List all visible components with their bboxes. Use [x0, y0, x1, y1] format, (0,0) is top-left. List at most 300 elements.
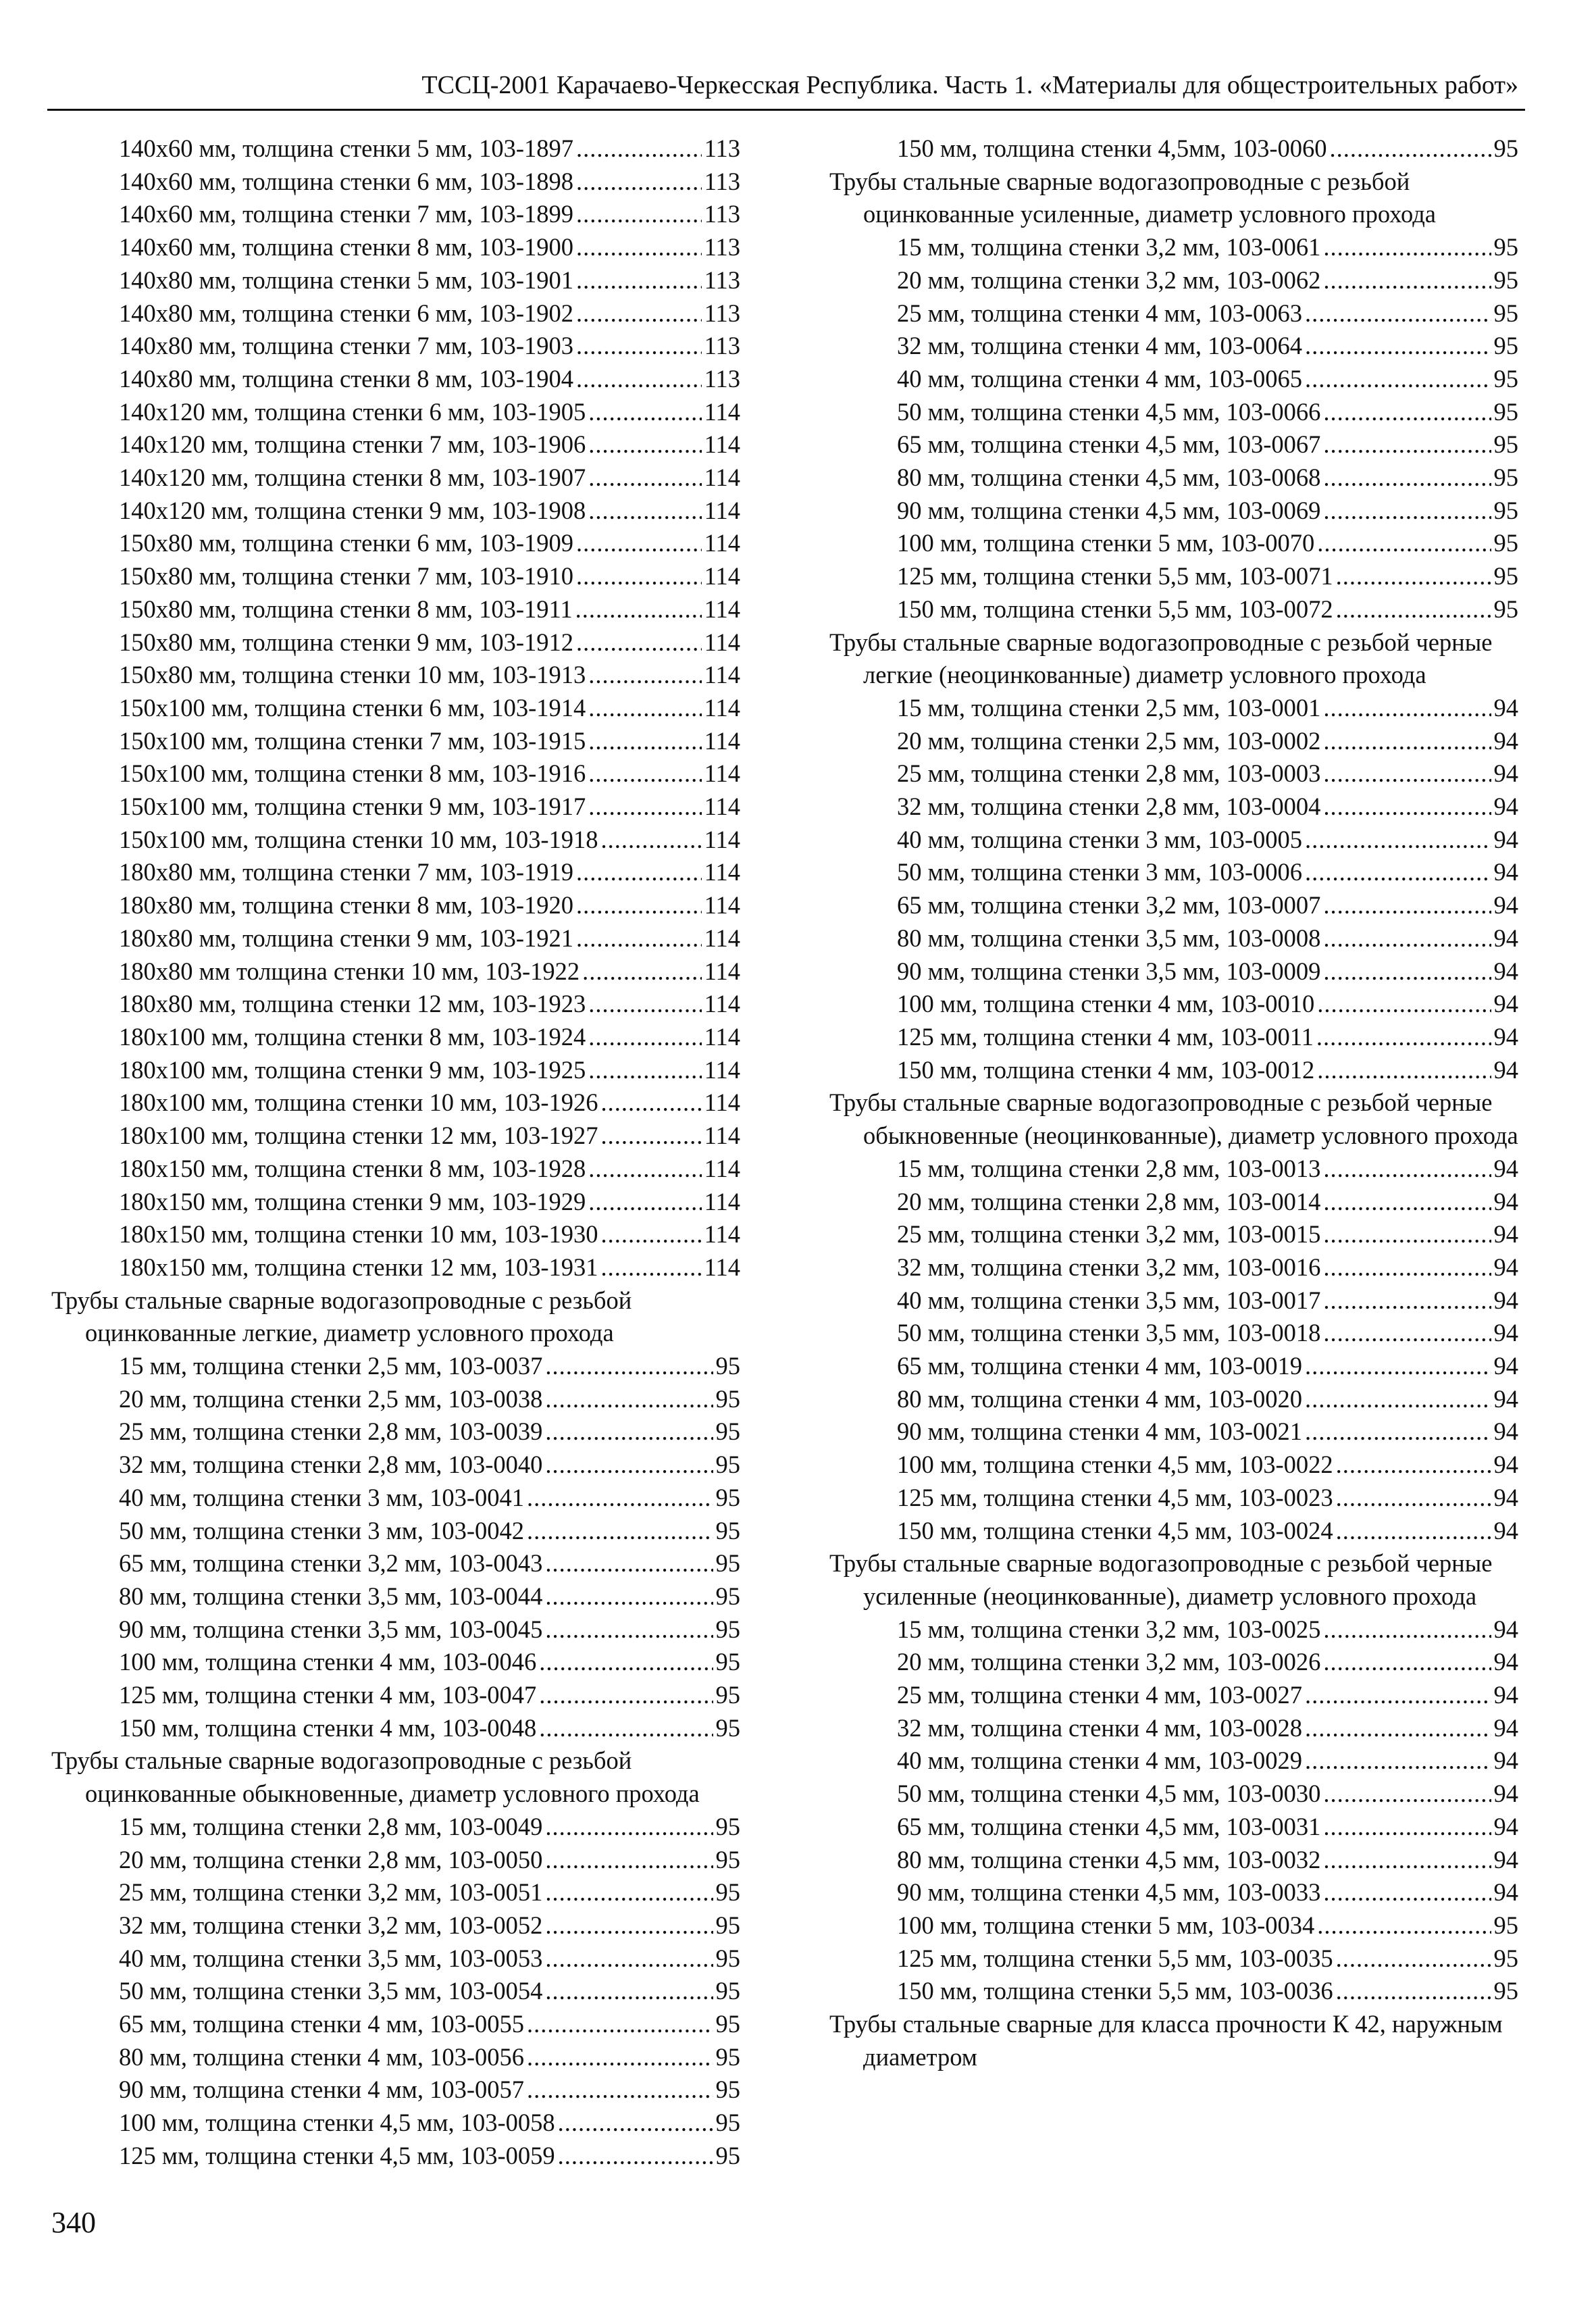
entry-page-number: 114 [704, 1253, 740, 1281]
dot-leader [576, 560, 702, 593]
entry-text: 100 мм, толщина стенки 4,5 мм, 103-0058 [119, 2109, 555, 2137]
dot-leader [1305, 1383, 1491, 1416]
index-entry [829, 1811, 1518, 1844]
entry-text: 140х80 мм, толщина стенки 6 мм, 103-1902 [119, 299, 574, 327]
entry-page-number: 94 [1493, 825, 1518, 853]
index-entry [829, 1415, 1518, 1449]
dot-leader [545, 1975, 713, 2008]
entry-text: 180х80 мм, толщина стенки 8 мм, 103-1920 [119, 891, 574, 920]
index-entry [51, 1153, 740, 1186]
dot-leader [576, 922, 702, 955]
dot-leader [588, 396, 701, 429]
dot-leader [575, 593, 702, 626]
entry-text: 40 мм, толщина стенки 3,5 мм, 103-0017 [897, 1286, 1321, 1314]
index-entry [829, 363, 1518, 396]
entry-text: 32 мм, толщина стенки 4 мм, 103-0064 [897, 332, 1303, 360]
dot-leader [1305, 856, 1491, 889]
entry-text: 32 мм, толщина стенки 3,2 мм, 103-0016 [897, 1253, 1321, 1281]
dot-leader [588, 1153, 701, 1186]
entry-page-number: 114 [704, 1055, 740, 1084]
entry-page-number: 113 [704, 332, 740, 360]
entry-page-number: 95 [715, 1516, 740, 1544]
index-entry [829, 231, 1518, 264]
dot-leader [1336, 1975, 1491, 2008]
entry-page-number: 114 [704, 397, 740, 426]
entry-page-number: 114 [704, 1220, 740, 1249]
entry-text: 180х80 мм, толщина стенки 9 мм, 103-1921 [119, 924, 574, 952]
dot-leader [588, 659, 701, 692]
dot-leader [539, 1679, 713, 1712]
section-heading: Трубы стальные сварные водогазопроводные с резьбой оцинкованные усиленные, диаметр условного прохода [829, 167, 1436, 228]
entry-page-number: 94 [1493, 1483, 1518, 1511]
dot-leader [545, 1350, 713, 1383]
index-entry [829, 428, 1518, 461]
index-entry [829, 461, 1518, 495]
entry-text: 80 мм, толщина стенки 3,5 мм, 103-0044 [119, 1582, 543, 1610]
entry-page-number: 95 [715, 1681, 740, 1709]
entry-page-number: 114 [704, 529, 740, 557]
dot-leader [1305, 824, 1491, 857]
dot-leader [1323, 1778, 1491, 1811]
entry-text: 40 мм, толщина стенки 3 мм, 103-0041 [119, 1483, 525, 1511]
entry-page-number: 94 [1493, 1812, 1518, 1840]
index-entry [51, 363, 740, 396]
dot-leader [1323, 1317, 1491, 1350]
entry-text: 40 мм, толщина стенки 3,5 мм, 103-0053 [119, 1944, 543, 1972]
entry-page-number: 94 [1493, 1780, 1518, 1808]
entry-page-number: 94 [1493, 726, 1518, 755]
index-entry [51, 231, 740, 264]
index-entry [51, 790, 740, 824]
right-column [829, 132, 1518, 2073]
index-entry [829, 297, 1518, 330]
entry-text: 180х80 мм, толщина стенки 7 мм, 103-1919 [119, 858, 574, 886]
dot-leader [588, 1186, 701, 1219]
entry-text: 80 мм, толщина стенки 4,5 мм, 103-0068 [897, 463, 1321, 492]
index-entry [51, 659, 740, 692]
dot-leader [1323, 922, 1491, 955]
entry-text: 20 мм, толщина стенки 2,5 мм, 103-0002 [897, 726, 1321, 755]
entry-page-number: 95 [715, 2042, 740, 2071]
dot-leader [545, 1876, 713, 1909]
section-heading: Трубы стальные сварные водогазопроводные с резьбой черные легкие (неоцинкованные) диаметр условного прохода [829, 628, 1493, 689]
entry-text: 80 мм, толщина стенки 4 мм, 103-0056 [119, 2042, 525, 2071]
index-entry [51, 1054, 740, 1087]
entry-page-number: 95 [715, 2076, 740, 2104]
dot-leader [1336, 1449, 1491, 1482]
dot-leader [527, 2073, 713, 2107]
entry-text: 140х80 мм, толщина стенки 7 мм, 103-1903 [119, 332, 574, 360]
index-entry [51, 1251, 740, 1284]
dot-leader [545, 1909, 713, 1942]
entry-page-number: 114 [704, 957, 740, 985]
entry-text: 25 мм, толщина стенки 2,8 мм, 103-0039 [119, 1417, 543, 1446]
entry-text: 140х60 мм, толщина стенки 6 мм, 103-1898 [119, 167, 574, 195]
dot-leader [1323, 725, 1491, 758]
dot-leader [588, 790, 701, 824]
entry-page-number: 95 [715, 1977, 740, 2005]
dot-leader [1323, 396, 1491, 429]
entry-text: 90 мм, толщина стенки 3,5 мм, 103-0045 [119, 1615, 543, 1643]
index-entry [829, 1909, 1518, 1942]
entry-page-number: 94 [1493, 1516, 1518, 1544]
entry-page-number: 94 [1493, 1286, 1518, 1314]
index-entry [829, 889, 1518, 922]
entry-page-number: 94 [1493, 693, 1518, 722]
entry-text: 150х100 мм, толщина стенки 6 мм, 103-1914 [119, 693, 586, 722]
entry-page-number: 113 [704, 200, 740, 228]
dot-leader [1317, 988, 1491, 1021]
index-entry [829, 1515, 1518, 1548]
index-entry [829, 330, 1518, 363]
entry-page-number: 94 [1493, 1055, 1518, 1084]
entry-page-number: 95 [715, 1812, 740, 1840]
entry-page-number: 113 [704, 233, 740, 261]
entry-page-number: 94 [1493, 1417, 1518, 1446]
entry-text: 140х120 мм, толщина стенки 7 мм, 103-1906 [119, 430, 586, 459]
index-entry [829, 1284, 1518, 1317]
entry-page-number: 95 [715, 1911, 740, 1939]
index-entry [829, 1613, 1518, 1646]
entry-page-number: 114 [704, 562, 740, 590]
entry-text: 90 мм, толщина стенки 4,5 мм, 103-0069 [897, 496, 1321, 524]
entry-page-number: 95 [1493, 266, 1518, 294]
index-entry [829, 1778, 1518, 1811]
index-entry [829, 1876, 1518, 1909]
entry-text: 20 мм, толщина стенки 3,2 мм, 103-0062 [897, 266, 1321, 294]
entry-page-number: 114 [704, 825, 740, 853]
entry-text: 25 мм, толщина стенки 3,2 мм, 103-0015 [897, 1220, 1321, 1249]
entry-page-number: 94 [1493, 1253, 1518, 1281]
index-entry [829, 1744, 1518, 1778]
entry-page-number: 95 [715, 1582, 740, 1610]
entry-page-number: 114 [704, 726, 740, 755]
entry-text: 32 мм, толщина стенки 2,8 мм, 103-0040 [119, 1451, 543, 1479]
dot-leader [1316, 1021, 1491, 1054]
entry-text: 125 мм, толщина стенки 5,5 мм, 103-0071 [897, 562, 1333, 590]
dot-leader [1317, 1054, 1491, 1087]
index-entry [829, 1646, 1518, 1679]
entry-page-number: 94 [1493, 1187, 1518, 1215]
index-entry [51, 1811, 740, 1844]
index-entry [51, 527, 740, 560]
dot-leader [545, 1383, 713, 1416]
dot-leader [545, 1844, 713, 1877]
index-entry [829, 1186, 1518, 1219]
entry-text: 50 мм, толщина стенки 4,5 мм, 103-0030 [897, 1780, 1321, 1808]
dot-leader [1323, 692, 1491, 725]
entry-page-number: 95 [715, 2010, 740, 2038]
index-entry [51, 1876, 740, 1909]
index-entry [51, 264, 740, 297]
entry-text: 32 мм, толщина стенки 2,8 мм, 103-0004 [897, 793, 1321, 821]
entry-text: 90 мм, толщина стенки 4 мм, 103-0021 [897, 1417, 1303, 1446]
entry-page-number: 95 [1493, 463, 1518, 492]
dot-leader [1323, 1153, 1491, 1186]
entry-text: 20 мм, толщина стенки 2,8 мм, 103-0050 [119, 1845, 543, 1873]
index-entry [51, 1909, 740, 1942]
dot-leader [1336, 593, 1491, 626]
entry-page-number: 94 [1493, 990, 1518, 1018]
entry-text: 140х120 мм, толщина стенки 8 мм, 103-1907 [119, 463, 586, 492]
entry-text: 15 мм, толщина стенки 2,8 мм, 103-0049 [119, 1812, 543, 1840]
entry-text: 100 мм, толщина стенки 5 мм, 103-0070 [897, 529, 1315, 557]
entry-text: 140х120 мм, толщина стенки 9 мм, 103-1908 [119, 496, 586, 524]
dot-leader [545, 1547, 713, 1580]
dot-leader [588, 1021, 701, 1054]
dot-leader [576, 889, 702, 922]
index-entry [51, 1547, 740, 1580]
entry-page-number: 95 [1493, 1944, 1518, 1972]
entry-text: 20 мм, толщина стенки 3,2 мм, 103-0026 [897, 1648, 1321, 1676]
entry-page-number: 95 [1493, 1977, 1518, 2005]
index-entry [51, 1415, 740, 1449]
dot-leader [1323, 1876, 1491, 1909]
entry-text: 150х100 мм, толщина стенки 7 мм, 103-1915 [119, 726, 586, 755]
entry-page-number: 94 [1493, 891, 1518, 920]
index-entry [51, 1383, 740, 1416]
entry-page-number: 113 [704, 134, 740, 162]
entry-page-number: 114 [704, 628, 740, 656]
entry-text: 100 мм, толщина стенки 4,5 мм, 103-0022 [897, 1451, 1333, 1479]
index-entry [51, 1975, 740, 2008]
dot-leader [1323, 461, 1491, 495]
entry-text: 125 мм, толщина стенки 4,5 мм, 103-0059 [119, 2141, 555, 2169]
entry-page-number: 95 [1493, 299, 1518, 327]
index-entry [51, 2041, 740, 2074]
entry-text: 65 мм, толщина стенки 4,5 мм, 103-0031 [897, 1812, 1321, 1840]
index-entry [829, 1679, 1518, 1712]
entry-page-number: 95 [1493, 595, 1518, 623]
entry-text: 80 мм, толщина стенки 4,5 мм, 103-0032 [897, 1845, 1321, 1873]
index-entry [51, 955, 740, 988]
entry-text: 180х80 мм толщина стенки 10 мм, 103-1922 [119, 957, 580, 985]
entry-text: 125 мм, толщина стенки 4 мм, 103-0047 [119, 1681, 537, 1709]
entry-page-number: 95 [715, 1451, 740, 1479]
entry-text: 150 мм, толщина стенки 4,5мм, 103-0060 [897, 134, 1327, 162]
index-entry [51, 1350, 740, 1383]
section-heading: Трубы стальные сварные водогазопроводные с резьбой оцинкованные обыкновенные, диаметр условного прохода [51, 1746, 700, 1808]
entry-page-number: 113 [704, 364, 740, 393]
index-entry [51, 1942, 740, 1976]
entry-text: 50 мм, толщина стенки 3,5 мм, 103-0054 [119, 1977, 543, 2005]
index-entry [51, 132, 740, 166]
entry-text: 50 мм, толщина стенки 4,5 мм, 103-0066 [897, 397, 1321, 426]
index-entry [51, 988, 740, 1021]
index-entry [51, 1086, 740, 1120]
dot-leader [1317, 527, 1491, 560]
dot-leader [588, 495, 701, 528]
index-entry [829, 988, 1518, 1021]
index-entry [51, 922, 740, 955]
entry-page-number: 95 [715, 1352, 740, 1380]
entry-text: 40 мм, толщина стенки 3 мм, 103-0005 [897, 825, 1303, 853]
index-entry [51, 2008, 740, 2041]
section-heading: Трубы стальные сварные для класса прочности К 42, наружным диаметром [829, 2010, 1503, 2071]
index-entry [829, 1942, 1518, 1976]
entry-text: 25 мм, толщина стенки 3,2 мм, 103-0051 [119, 1878, 543, 1907]
entry-page-number: 94 [1493, 1615, 1518, 1643]
dot-leader [588, 725, 701, 758]
entry-page-number: 95 [1493, 430, 1518, 459]
index-entry [51, 1021, 740, 1054]
entry-text: 140х60 мм, толщина стенки 7 мм, 103-1899 [119, 200, 574, 228]
entry-text: 90 мм, толщина стенки 3,5 мм, 103-0009 [897, 957, 1321, 985]
index-entry [829, 1449, 1518, 1482]
entry-page-number: 95 [715, 1713, 740, 1742]
index-entry [51, 330, 740, 363]
entry-page-number: 95 [1493, 529, 1518, 557]
dot-leader [588, 692, 701, 725]
entry-page-number: 95 [1493, 496, 1518, 524]
entry-page-number: 114 [704, 595, 740, 623]
dot-leader [1323, 1218, 1491, 1251]
entry-page-number: 114 [704, 1187, 740, 1215]
entry-page-number: 94 [1493, 858, 1518, 886]
entry-page-number: 94 [1493, 759, 1518, 788]
dot-leader [1317, 1909, 1491, 1942]
entry-text: 80 мм, толщина стенки 4 мм, 103-0020 [897, 1384, 1303, 1413]
entry-page-number: 95 [715, 2109, 740, 2137]
dot-leader [1323, 889, 1491, 922]
dot-leader [1323, 1251, 1491, 1284]
dot-leader [1305, 1744, 1491, 1778]
entry-text: 180х150 мм, толщина стенки 9 мм, 103-1929 [119, 1187, 586, 1215]
index-entry [829, 1482, 1518, 1515]
entry-page-number: 94 [1493, 1845, 1518, 1873]
entry-text: 180х150 мм, толщина стенки 12 мм, 103-1931 [119, 1253, 598, 1281]
dot-leader [576, 132, 702, 166]
dot-leader [588, 1054, 701, 1087]
dot-leader [601, 1120, 702, 1153]
entry-text: 65 мм, толщина стенки 3,2 мм, 103-0043 [119, 1549, 543, 1578]
dot-leader [545, 1415, 713, 1449]
index-entry [829, 1021, 1518, 1054]
page-header [47, 62, 1525, 111]
entry-text: 150х80 мм, толщина стенки 8 мм, 103-1911 [119, 595, 573, 623]
index-entry [51, 560, 740, 593]
dot-leader [1305, 1679, 1491, 1712]
index-entry [829, 1350, 1518, 1383]
entry-text: 32 мм, толщина стенки 4 мм, 103-0028 [897, 1713, 1303, 1742]
entry-page-number: 114 [704, 858, 740, 886]
index-entry [829, 1054, 1518, 1087]
entry-page-number: 95 [715, 1845, 740, 1873]
index-entry [51, 1646, 740, 1679]
dot-leader [1305, 1712, 1491, 1745]
index-entry [829, 692, 1518, 725]
entry-page-number: 94 [1493, 957, 1518, 985]
entry-text: 20 мм, толщина стенки 2,8 мм, 103-0014 [897, 1187, 1321, 1215]
index-entry [829, 824, 1518, 857]
index-entry [829, 1251, 1518, 1284]
entry-text: 65 мм, толщина стенки 4 мм, 103-0019 [897, 1352, 1303, 1380]
entry-page-number: 95 [715, 2141, 740, 2169]
entry-text: 140х80 мм, толщина стенки 8 мм, 103-1904 [119, 364, 574, 393]
entry-page-number: 95 [715, 1417, 740, 1446]
index-entry [829, 856, 1518, 889]
entry-text: 150 мм, толщина стенки 4,5 мм, 103-0024 [897, 1516, 1333, 1544]
entry-page-number: 114 [704, 891, 740, 920]
dot-leader [576, 330, 702, 363]
index-entry [51, 692, 740, 725]
index-entry [51, 1712, 740, 1745]
index-entry [829, 1317, 1518, 1350]
dot-leader [1336, 1515, 1491, 1548]
entry-page-number: 113 [704, 299, 740, 327]
entry-text: 125 мм, толщина стенки 4,5 мм, 103-0023 [897, 1483, 1333, 1511]
entry-text: 150 мм, толщина стенки 5,5 мм, 103-0036 [897, 1977, 1333, 2005]
entry-page-number: 95 [715, 1615, 740, 1643]
dot-leader [576, 363, 702, 396]
entry-text: 50 мм, толщина стенки 3,5 мм, 103-0018 [897, 1319, 1321, 1347]
dot-leader [1336, 1482, 1491, 1515]
entry-text: 150 мм, толщина стенки 4 мм, 103-0048 [119, 1713, 537, 1742]
entry-text: 140х60 мм, толщина стенки 8 мм, 103-1900 [119, 233, 574, 261]
index-entry [51, 1580, 740, 1613]
entry-page-number: 95 [1493, 397, 1518, 426]
entry-text: 50 мм, толщина стенки 3 мм, 103-0006 [897, 858, 1303, 886]
entry-text: 150 мм, толщина стенки 4 мм, 103-0012 [897, 1055, 1315, 1084]
entry-page-number: 94 [1493, 1713, 1518, 1742]
entry-text: 180х80 мм, толщина стенки 12 мм, 103-1923 [119, 990, 586, 1018]
dot-leader [601, 1251, 702, 1284]
index-entry [51, 1515, 740, 1548]
entry-text: 150х100 мм, толщина стенки 10 мм, 103-1918 [119, 825, 598, 853]
dot-leader [545, 1580, 713, 1613]
entry-text: 150 мм, толщина стенки 5,5 мм, 103-0072 [897, 595, 1333, 623]
entry-page-number: 94 [1493, 1681, 1518, 1709]
entry-text: 100 мм, толщина стенки 4 мм, 103-0046 [119, 1648, 537, 1676]
entry-text: 125 мм, толщина стенки 5,5 мм, 103-0035 [897, 1944, 1333, 1972]
entry-text: 15 мм, толщина стенки 2,5 мм, 103-0001 [897, 693, 1321, 722]
index-entry [51, 1186, 740, 1219]
entry-page-number: 94 [1493, 1451, 1518, 1479]
dot-leader [558, 2140, 713, 2173]
dot-leader [527, 2041, 713, 2074]
entry-page-number: 114 [704, 990, 740, 1018]
entry-text: 15 мм, толщина стенки 3,2 мм, 103-0061 [897, 233, 1321, 261]
dot-leader [576, 626, 702, 659]
entry-text: 150х100 мм, толщина стенки 8 мм, 103-1916 [119, 759, 586, 788]
index-entry [51, 1218, 740, 1251]
index-entry [829, 593, 1518, 626]
entry-page-number: 94 [1493, 1352, 1518, 1380]
entry-page-number: 94 [1493, 1384, 1518, 1413]
index-entry [51, 626, 740, 659]
index-entry [51, 2073, 740, 2107]
index-entry [829, 527, 1518, 560]
index-entry [829, 1712, 1518, 1745]
entry-text: 40 мм, толщина стенки 4 мм, 103-0029 [897, 1746, 1303, 1775]
entry-page-number: 114 [704, 1122, 740, 1150]
entry-page-number: 94 [1493, 1648, 1518, 1676]
index-entry [829, 757, 1518, 790]
dot-leader [1336, 1942, 1491, 1976]
entry-text: 180х150 мм, толщина стенки 10 мм, 103-1930 [119, 1220, 598, 1249]
dot-leader [527, 1482, 713, 1515]
entry-page-number: 114 [704, 463, 740, 492]
entry-page-number: 114 [704, 1022, 740, 1051]
entry-text: 15 мм, толщина стенки 2,5 мм, 103-0037 [119, 1352, 543, 1380]
dot-leader [576, 231, 702, 264]
index-entry [51, 757, 740, 790]
index-entry [829, 955, 1518, 988]
entry-text: 65 мм, толщина стенки 4,5 мм, 103-0067 [897, 430, 1321, 459]
entry-text: 100 мм, толщина стенки 5 мм, 103-0034 [897, 1911, 1315, 1939]
dot-leader [539, 1712, 713, 1745]
dot-leader [1323, 264, 1491, 297]
